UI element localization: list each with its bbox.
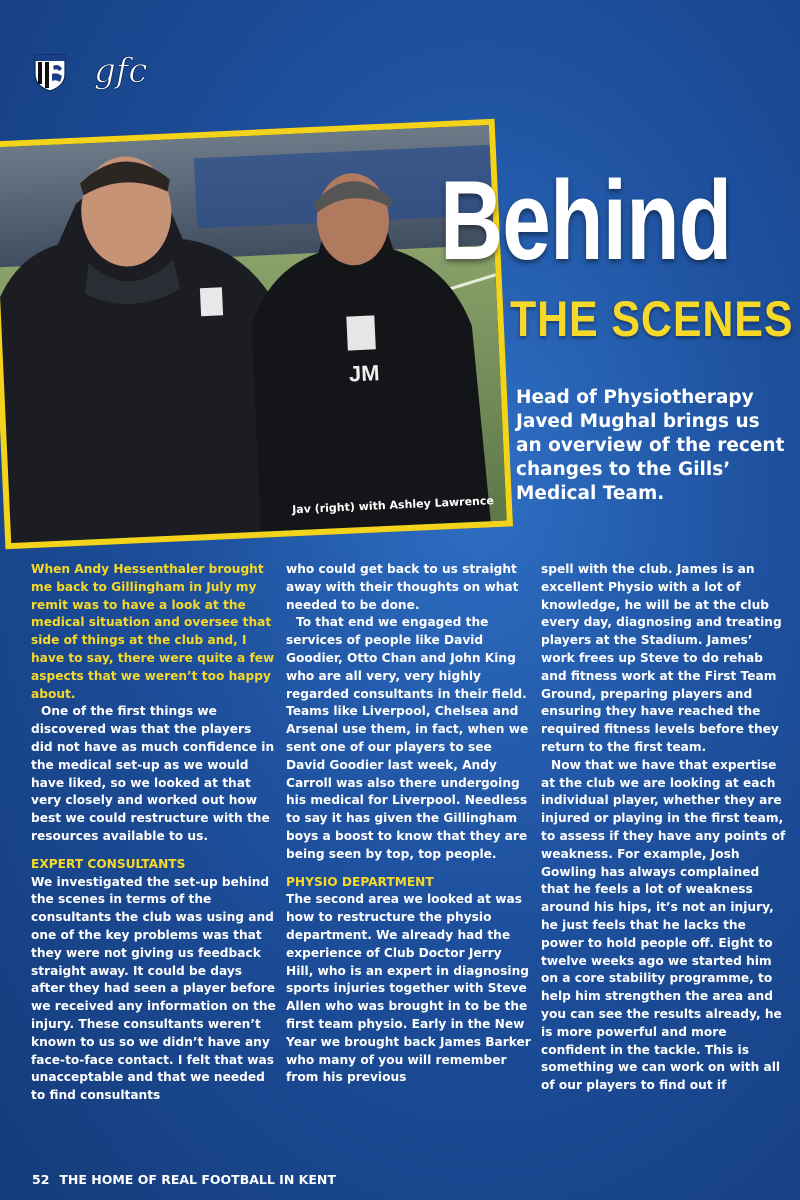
article-photo: [0, 119, 513, 550]
article-column-1: [31, 561, 276, 1105]
article-column-2: [286, 561, 531, 1087]
body-paragraph: spell with the club. James is an excellent Physio with a lot of knowledge, he will be at the club every day, diagnosing and treating players at the Stadium. James’ work frees up Steve to do rehab and fitness work at the First Team Ground, preparing players and ensuring they have reached the required fitness levels before they return to the first team.: [541, 562, 782, 754]
svg-text:JM: JM: [348, 360, 381, 387]
body-paragraph: One of the first things we discovered was that the players did not have as much confidence in the medical set-up as we would have liked, so we looked at that very closely and worked out how best we could restructure with the resources available to us.: [31, 704, 275, 843]
footer-tagline: THE HOME OF REAL FOOTBALL IN KENT: [59, 1172, 336, 1187]
section-heading-expert-consultants: EXPERT CONSULTANTS: [31, 856, 186, 871]
page-footer: [32, 1172, 346, 1187]
section-heading-physio-department: PHYSIO DEPARTMENT: [286, 874, 434, 889]
body-paragraph: who could get back to us straight away with their thoughts on what needed to be done.: [286, 562, 519, 612]
page-number: 52: [32, 1172, 50, 1187]
intro-paragraph: When Andy Hessenthaler brought me back to Gillingham in July my remit was to have a look at the medical situation and oversee that side of things at the club and, I have to say, there were quite a few aspects that we weren’t too happy about.: [31, 562, 275, 701]
page-subtitle: THE SCENES: [510, 291, 794, 347]
standfirst: Head of Physiotherapy Javed Mughal brings us an overview of the recent changes to the Gills’ Medical Team.: [516, 387, 785, 504]
page-title: Behind: [440, 158, 732, 283]
body-paragraph: To that end we engaged the services of people like David Goodier, Otto Chan and John King who are all very, very highly regarded consultants in their field. Teams like Liverpool, Chelsea and Arsenal use them, in fact, when we sent one of our players to see David Goodier last week, Andy Carroll was also there undergoing his medical for Liverpool. Needless to say it has given the Gillingham boys a boost to know that they are being seen by top, top people.: [286, 615, 529, 861]
body-paragraph: We investigated the set-up behind the scenes in terms of the consultants the club was using and one of the key problems was that they were not giving us feedback straight away. It could be days after they had seen a player before we received any information on the injury. These consultants weren’t known to us so we didn’t have any face-to-face contact. I felt that was unacceptable and that we needed to find consultants: [31, 874, 276, 1103]
photo-caption: Jav (right) with Ashley Lawrence: [291, 494, 495, 517]
gfc-logo: [92, 46, 170, 96]
article-column-3: [541, 561, 786, 1095]
club-crest-icon: [34, 52, 66, 92]
body-paragraph: The second area we looked at was how to restructure the physio department. We already had the experience of Club Doctor Jerry Hill, who is an expert in diagnosing sports injuries together with Steve Allen who was brought in to be the first team physio. Early in the New Year we brought back James Barker who many of you will remember from his previous: [286, 892, 531, 1085]
svg-text:gfc: gfc: [94, 51, 148, 91]
body-paragraph: Now that we have that expertise at the club we are looking at each individual player, whether they are injured or playing in the first team, to assess if they have any points of weakness. For example, Josh Gowling has always complained that he feels a lot of weakness around his hips, it’s not an injury, he just feels that he lacks the power to hold people off. Eight to twelve weeks ago we started him on a core stability programme, to help him strengthen the area and you can see the results already, he is more powerful and more confident in the tackle. This is something we can work on with all of our players to find out if: [541, 757, 786, 1093]
